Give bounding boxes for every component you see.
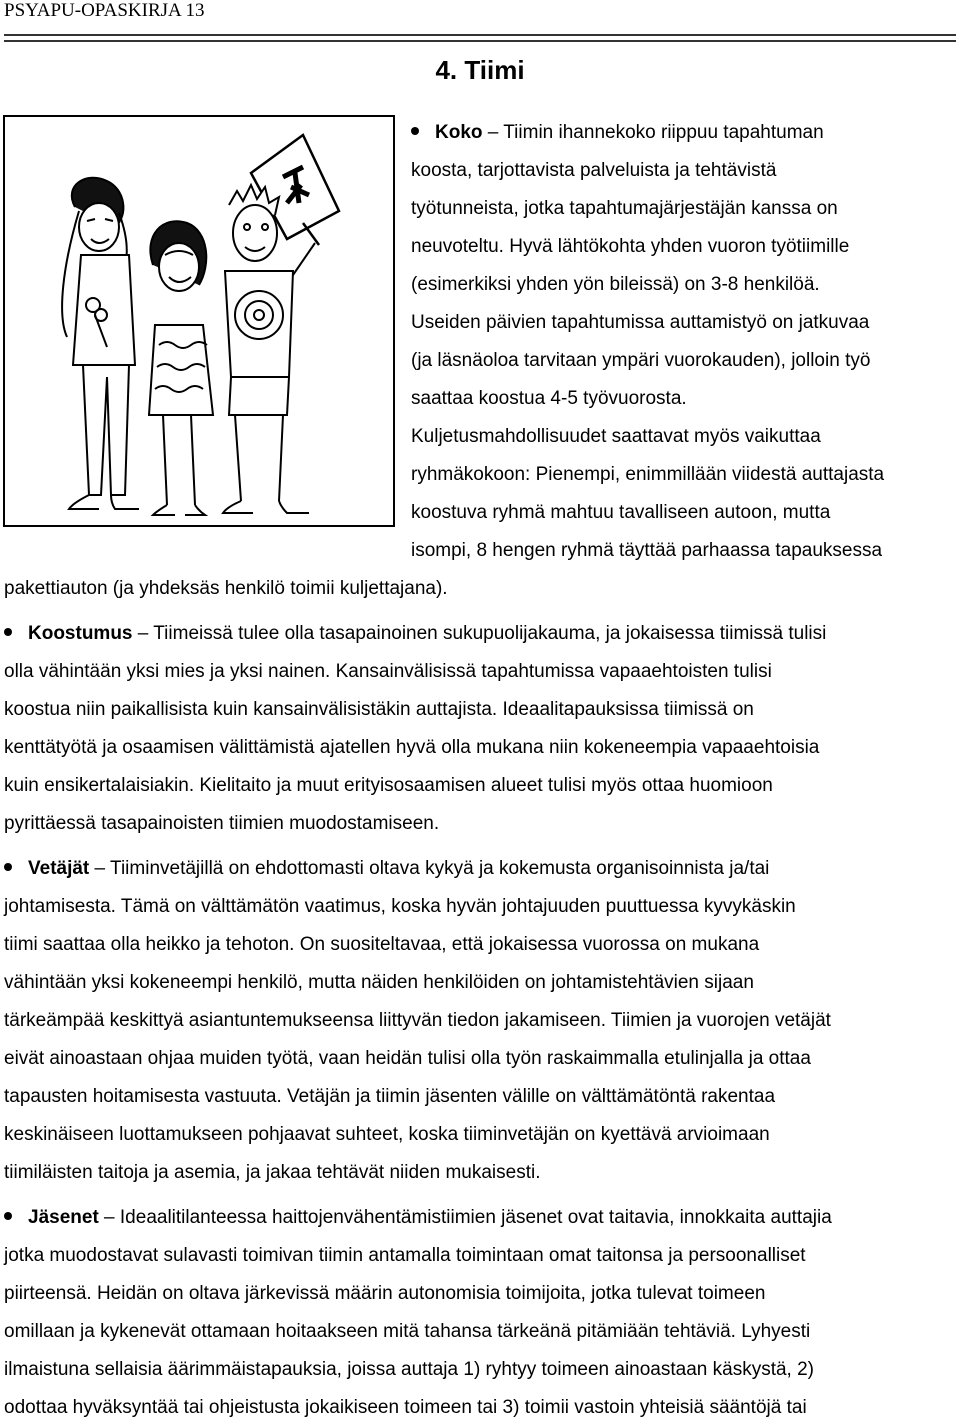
bullet-icon xyxy=(411,127,419,135)
text-line: piirteensä. Heidän on oltava järkevissä määrin autonomisia toimijoita, jotka tulevat toimeen xyxy=(4,1283,766,1304)
text-line: (esimerkiksi yhden yön bileissä) on 3-8 henkilöä. xyxy=(411,274,820,295)
text-line: pyrittäessä tasapainoisten tiimien muodostamiseen. xyxy=(4,813,440,834)
text-line: omillaan ja kykenevät ottamaan hoitaakseen mitä tahansa tärkeänä pitämiään tehtäviä. Lyhyesti xyxy=(4,1321,811,1342)
koko-term: Koko xyxy=(435,122,483,143)
text-line: (ja läsnäoloa tarvitaan ympäri vuorokauden), jolloin työ xyxy=(411,350,871,371)
text-line: tiimiläisten taitoja ja asemia, ja jakaa tehtävät niiden mukaisesti. xyxy=(4,1162,541,1183)
text-line: koosta, tarjottavista palveluista ja tehtävistä xyxy=(411,160,777,181)
three-volunteers-drawing xyxy=(3,115,395,527)
bullet-icon xyxy=(4,1212,12,1220)
text-line: odottaa hyväksyntää tai ohjeistusta jokaikiseen toimeen tai 3) toimii vastoin yhteisiä sääntöjä tai xyxy=(4,1397,807,1418)
text-line: johtamisesta. Tämä on välttämätön vaatimus, koska hyvän johtajuuden puuttuessa kyvykäskin xyxy=(4,896,796,917)
text-line: tärkeämpää keskittyä asiantuntemukseensa liittyvän tiedon jakamiseen. Tiimien ja vuorojen vetäjät xyxy=(4,1010,831,1031)
text-line: kenttätyötä ja osaamisen välittämistä ajatellen hyvä olla mukana niin kokeneempia vapaaehtoisia xyxy=(4,737,820,758)
text-line: isompi, 8 hengen ryhmä täyttää parhaassa tapauksessa xyxy=(411,540,883,561)
text-line: keskinäiseen luottamukseen pohjaavat suhteet, koska tiiminvetäjän on kyettävä arvioimaan xyxy=(4,1124,770,1145)
text-line: tapausten hoitamisesta vastuuta. Vetäjän ja tiimin jäsenten välille on välttämätöntä rakentaa xyxy=(4,1086,776,1107)
vetajat-term: Vetäjät xyxy=(28,858,90,879)
koostumus-text: – Tiimeissä tulee olla tasapainoinen sukupuolijakauma, ja jokaisessa tiimissä tulisi xyxy=(132,623,827,644)
koko-wrapped-text xyxy=(411,114,960,570)
jasenet-text: – Ideaalitilanteessa haittojenvähentämistiimien jäsenet ovat taitavia, innokkaita auttajia xyxy=(98,1207,832,1228)
text-line: ilmaistuna sellaisia äärimmäistapauksia, joissa auttaja 1) ryhtyy toimeen ainoastaan käskystä, 2) xyxy=(4,1359,814,1380)
jasenet-line-1 xyxy=(4,1199,960,1237)
text-line: jotka muodostavat sulavasti toimivan tiimin antamalla toimintaan omat taitonsa ja persoonalliset xyxy=(4,1245,806,1266)
body-text xyxy=(4,570,960,1427)
text-line: olla vähintään yksi mies ja yksi nainen. Kansainvälisissä tapahtumissa vapaaehtoisten tulisi xyxy=(4,661,772,682)
vetajat-line-1 xyxy=(4,850,960,888)
text-line: pakettiauton (ja yhdeksäs henkilö toimii kuljettajana). xyxy=(4,578,448,599)
text-line: koostua niin paikallisista kuin kansainvälisistäkin auttajista. Ideaalitapauksissa tiimissä on xyxy=(4,699,754,720)
text-line: vähintään yksi kokeneempi henkilö, mutta näiden henkilöiden on johtamistehtävien sijaan xyxy=(4,972,754,993)
koostumus-term: Koostumus xyxy=(28,623,133,644)
text-line: kuin ensikertalaisiakin. Kielitaito ja muut erityisosaamisen alueet tulisi myös ottaa huomioon xyxy=(4,775,773,796)
text-line: Kuljetusmahdollisuudet saattavat myös vaikuttaa xyxy=(411,426,821,447)
bullet-icon xyxy=(4,863,12,871)
bullet-icon xyxy=(4,628,12,636)
team-illustration xyxy=(3,115,395,527)
header-double-rule xyxy=(4,32,956,44)
koko-text: – Tiimin ihannekoko riippuu tapahtuman xyxy=(482,122,824,143)
text-line: Useiden päivien tapahtumissa auttamistyö on jatkuvaa xyxy=(411,312,870,333)
jasenet-term: Jäsenet xyxy=(28,1207,99,1228)
text-line: koostuva ryhmä mahtuu tavalliseen autoon, mutta xyxy=(411,502,831,523)
text-line: neuvoteltu. Hyvä lähtökohta yhden vuoron työtiimille xyxy=(411,236,850,257)
text-line: työtunneista, jotka tapahtumajärjestäjän kanssa on xyxy=(411,198,838,219)
text-line: ryhmäkokoon: Pienempi, enimmillään viidestä auttajasta xyxy=(411,464,885,485)
vetajat-text: – Tiiminvetäjillä on ehdottomasti oltava kykyä ja kokemusta organisoinnista ja/tai xyxy=(89,858,770,879)
koko-line-1 xyxy=(411,114,960,152)
text-line: saattaa koostua 4-5 työvuorosta. xyxy=(411,388,687,409)
text-line: eivät ainoastaan ohjaa muiden työtä, vaan heidän tulisi olla työn raskaimmalla etulinjalla ja ottaa xyxy=(4,1048,811,1069)
running-header: PSYAPU-OPASKIRJA 13 xyxy=(4,0,205,21)
chapter-title: 4. Tiimi xyxy=(435,55,525,85)
text-line: tiimi saattaa olla heikko ja tehoton. On suositeltavaa, että jokaisessa vuorossa on mukana xyxy=(4,934,760,955)
koostumus-line-1 xyxy=(4,615,960,653)
